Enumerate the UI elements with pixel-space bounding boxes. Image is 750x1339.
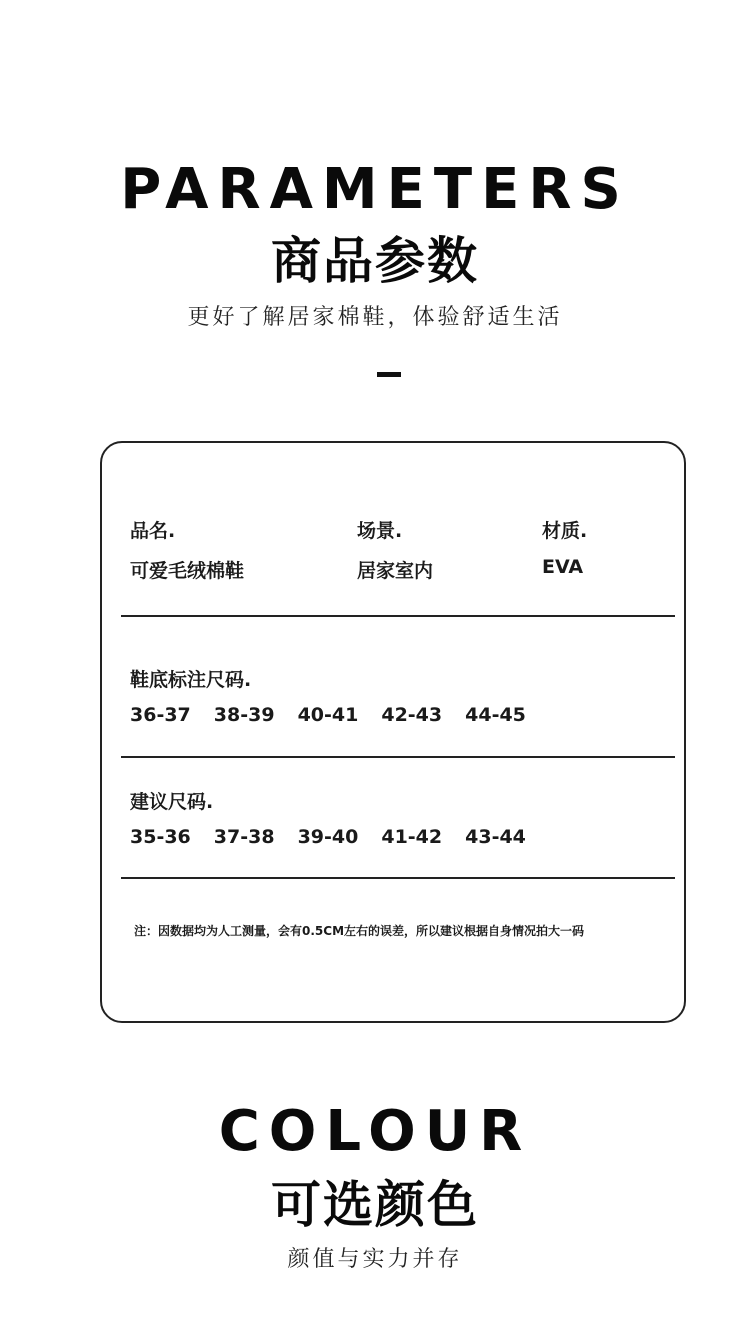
suggested-size-value: 39-40	[297, 826, 359, 848]
card-rule-2	[121, 756, 675, 758]
field-label-scene: 场景.	[357, 520, 403, 542]
suggested-size-list	[130, 826, 526, 848]
parameters-title-en: PARAMETERS	[120, 157, 630, 222]
marked-size-list	[130, 704, 526, 726]
field-label-material: 材质.	[542, 520, 588, 542]
colour-subtitle: 颜值与实力并存	[287, 1247, 463, 1272]
divider-dash	[377, 372, 401, 377]
card-rule-1	[121, 615, 675, 617]
colour-title-en: COLOUR	[218, 1099, 532, 1164]
suggested-size-value: 41-42	[381, 826, 443, 848]
colour-title-cn: 可选颜色	[271, 1176, 479, 1234]
parameters-subtitle: 更好了解居家棉鞋，体验舒适生活	[187, 305, 563, 330]
suggested-size-value: 35-36	[130, 826, 191, 848]
measurement-note: 注：因数据均为人工测量，会有0.5CM左右的误差，所以建议根据自身情况拍大一码	[134, 924, 585, 938]
marked-size-label: 鞋底标注尺码.	[130, 669, 252, 691]
parameters-title-cn: 商品参数	[271, 232, 479, 290]
field-value-name: 可爱毛绒棉鞋	[130, 560, 245, 582]
suggested-size-value: 37-38	[213, 826, 275, 848]
marked-size-value: 38-39	[213, 704, 275, 726]
marked-size-value: 42-43	[381, 704, 443, 726]
suggested-size-value: 43-44	[465, 826, 526, 848]
suggested-size-label: 建议尺码.	[130, 791, 214, 813]
field-value-scene: 居家室内	[357, 560, 434, 582]
marked-size-value: 40-41	[297, 704, 359, 726]
field-value-material: EVA	[542, 556, 584, 578]
card-rule-3	[121, 877, 675, 879]
field-label-name: 品名.	[130, 520, 176, 542]
marked-size-value: 44-45	[465, 704, 526, 726]
marked-size-value: 36-37	[130, 704, 191, 726]
